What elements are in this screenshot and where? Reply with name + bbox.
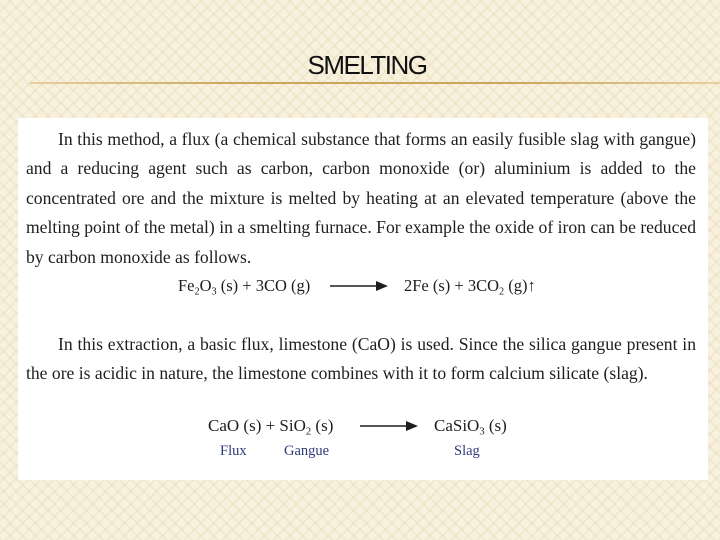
slide-title: SMELTING (307, 50, 427, 80)
label-gangue: Gangue (284, 443, 330, 459)
gas-evolved-arrow-icon: ↑ (527, 276, 536, 295)
paragraph-2-text: In this extraction, a basic flux, limestone (CaO) is used. Since the silica gangue present in the ore is acidic in nature, the limestone combines with it to form calcium silicate (slag). (26, 334, 696, 384)
content-panel (18, 118, 708, 480)
equation-1-products: 2Fe $(s) + 3CO_2$ (g)↑ (404, 276, 536, 298)
label-flux: Flux (220, 443, 247, 459)
label-slag: Slag (454, 443, 480, 459)
equation-2-products: CaSiO$_3$ (s) (434, 416, 507, 438)
equation-1-reactants: $Fe_2O_3$ (s) + 3CO (g) (178, 276, 311, 298)
paragraph-smelting-method (26, 125, 696, 272)
paragraph-limestone-flux (26, 330, 696, 389)
reaction-arrow-icon (360, 418, 418, 434)
reaction-arrow-icon (330, 278, 388, 294)
paragraph-1-text: In this method, a flux (a chemical substance that forms an easily fusible slag with gangue) and a reducing agent such as carbon, carbon monoxide (or) aluminium is added to the concentrated ore and the mixture is melted by heating at an elevated temperature (above the melting point of the metal) in a smelting furnace. For example the oxide of iron can be reduced by carbon monoxide as follows. (26, 129, 696, 267)
equation-2-reactants: CaO (s) + SiO$_2$ (s) (208, 416, 334, 438)
title-underline (30, 82, 720, 84)
